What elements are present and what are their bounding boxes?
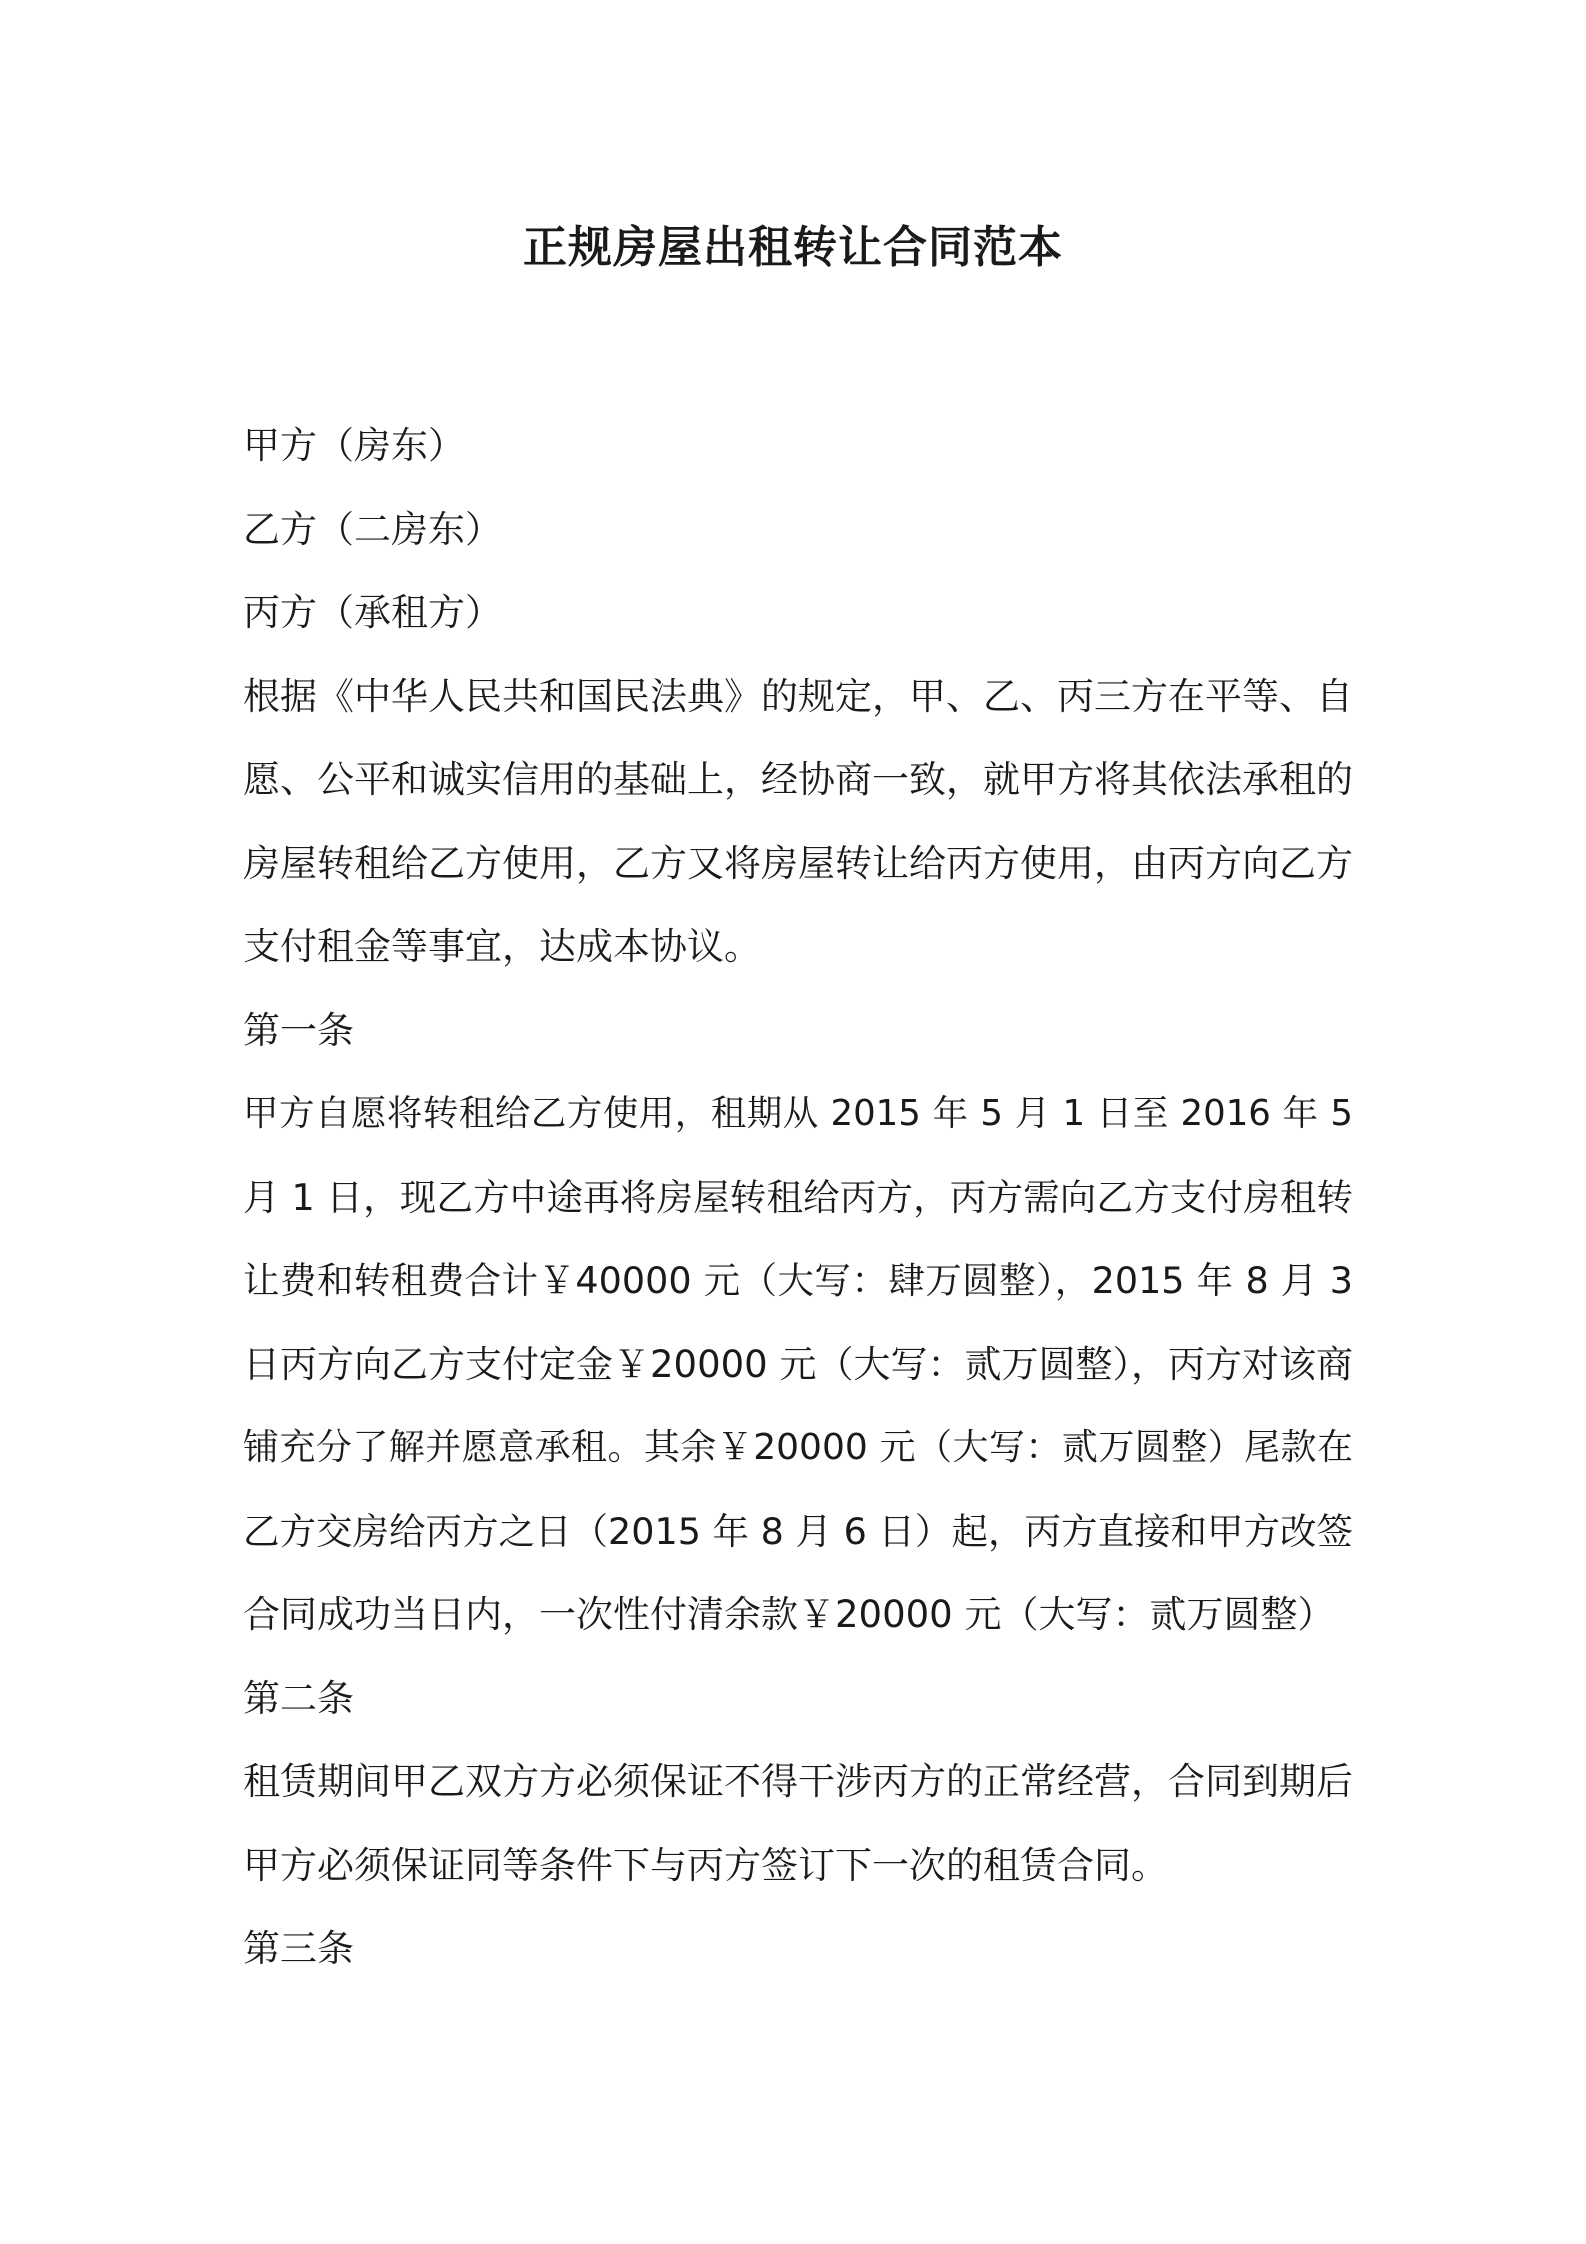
body-line: 月 1 日，现乙方中途再将房屋转租给丙方，丙方需向乙方支付房租转: [243, 1175, 1353, 1219]
document-body: [243, 404, 1353, 1991]
body-line: 第一条: [243, 1008, 354, 1052]
body-line: 租赁期间甲乙双方方必须保证不得干涉丙方的正常经营，合同到期后: [243, 1760, 1353, 1803]
body-line: 根据《中华人民共和国民法典》的规定，甲、乙、丙三方在平等、自: [243, 674, 1353, 718]
body-line: 第三条: [243, 1927, 354, 1970]
body-line: 日丙方向乙方支付定金￥20000 元（大写：贰万圆整），丙方对该商: [243, 1342, 1353, 1386]
body-line: 甲方必须保证同等条件下与丙方签订下一次的租赁合同。: [243, 1843, 1168, 1887]
body-line: 支付租金等事宜，达成本协议。: [243, 925, 761, 968]
body-line: 甲方（房东）: [243, 424, 465, 467]
body-line: 房屋转租给乙方使用，乙方又将房屋转让给丙方使用，由丙方向乙方: [243, 841, 1353, 885]
body-line: 第二条: [243, 1676, 354, 1720]
body-line: 乙方（二房东）: [243, 507, 502, 551]
body-line: 愿、公平和诚实信用的基础上，经协商一致，就甲方将其依法承租的: [243, 758, 1353, 801]
body-line: 丙方（承租方）: [243, 591, 502, 634]
body-line: 合同成功当日内，一次性付清余款￥20000 元（大写：贰万圆整）: [243, 1593, 1335, 1636]
body-line: 甲方自愿将转租给乙方使用，租期从 2015 年 5 月 1 日至 2016 年 5: [243, 1093, 1353, 1134]
body-line: 铺充分了解并愿意承租。其余￥20000 元（大写：贰万圆整）尾款在: [243, 1427, 1353, 1468]
body-line: 让费和转租费合计￥40000 元（大写：肆万圆整），2015 年 8 月 3: [243, 1259, 1353, 1302]
document-title: 正规房屋出租转让合同范本: [523, 222, 1063, 273]
body-line: 乙方交房给丙方之日（2015 年 8 月 6 日）起，丙方直接和甲方改签: [243, 1509, 1353, 1553]
